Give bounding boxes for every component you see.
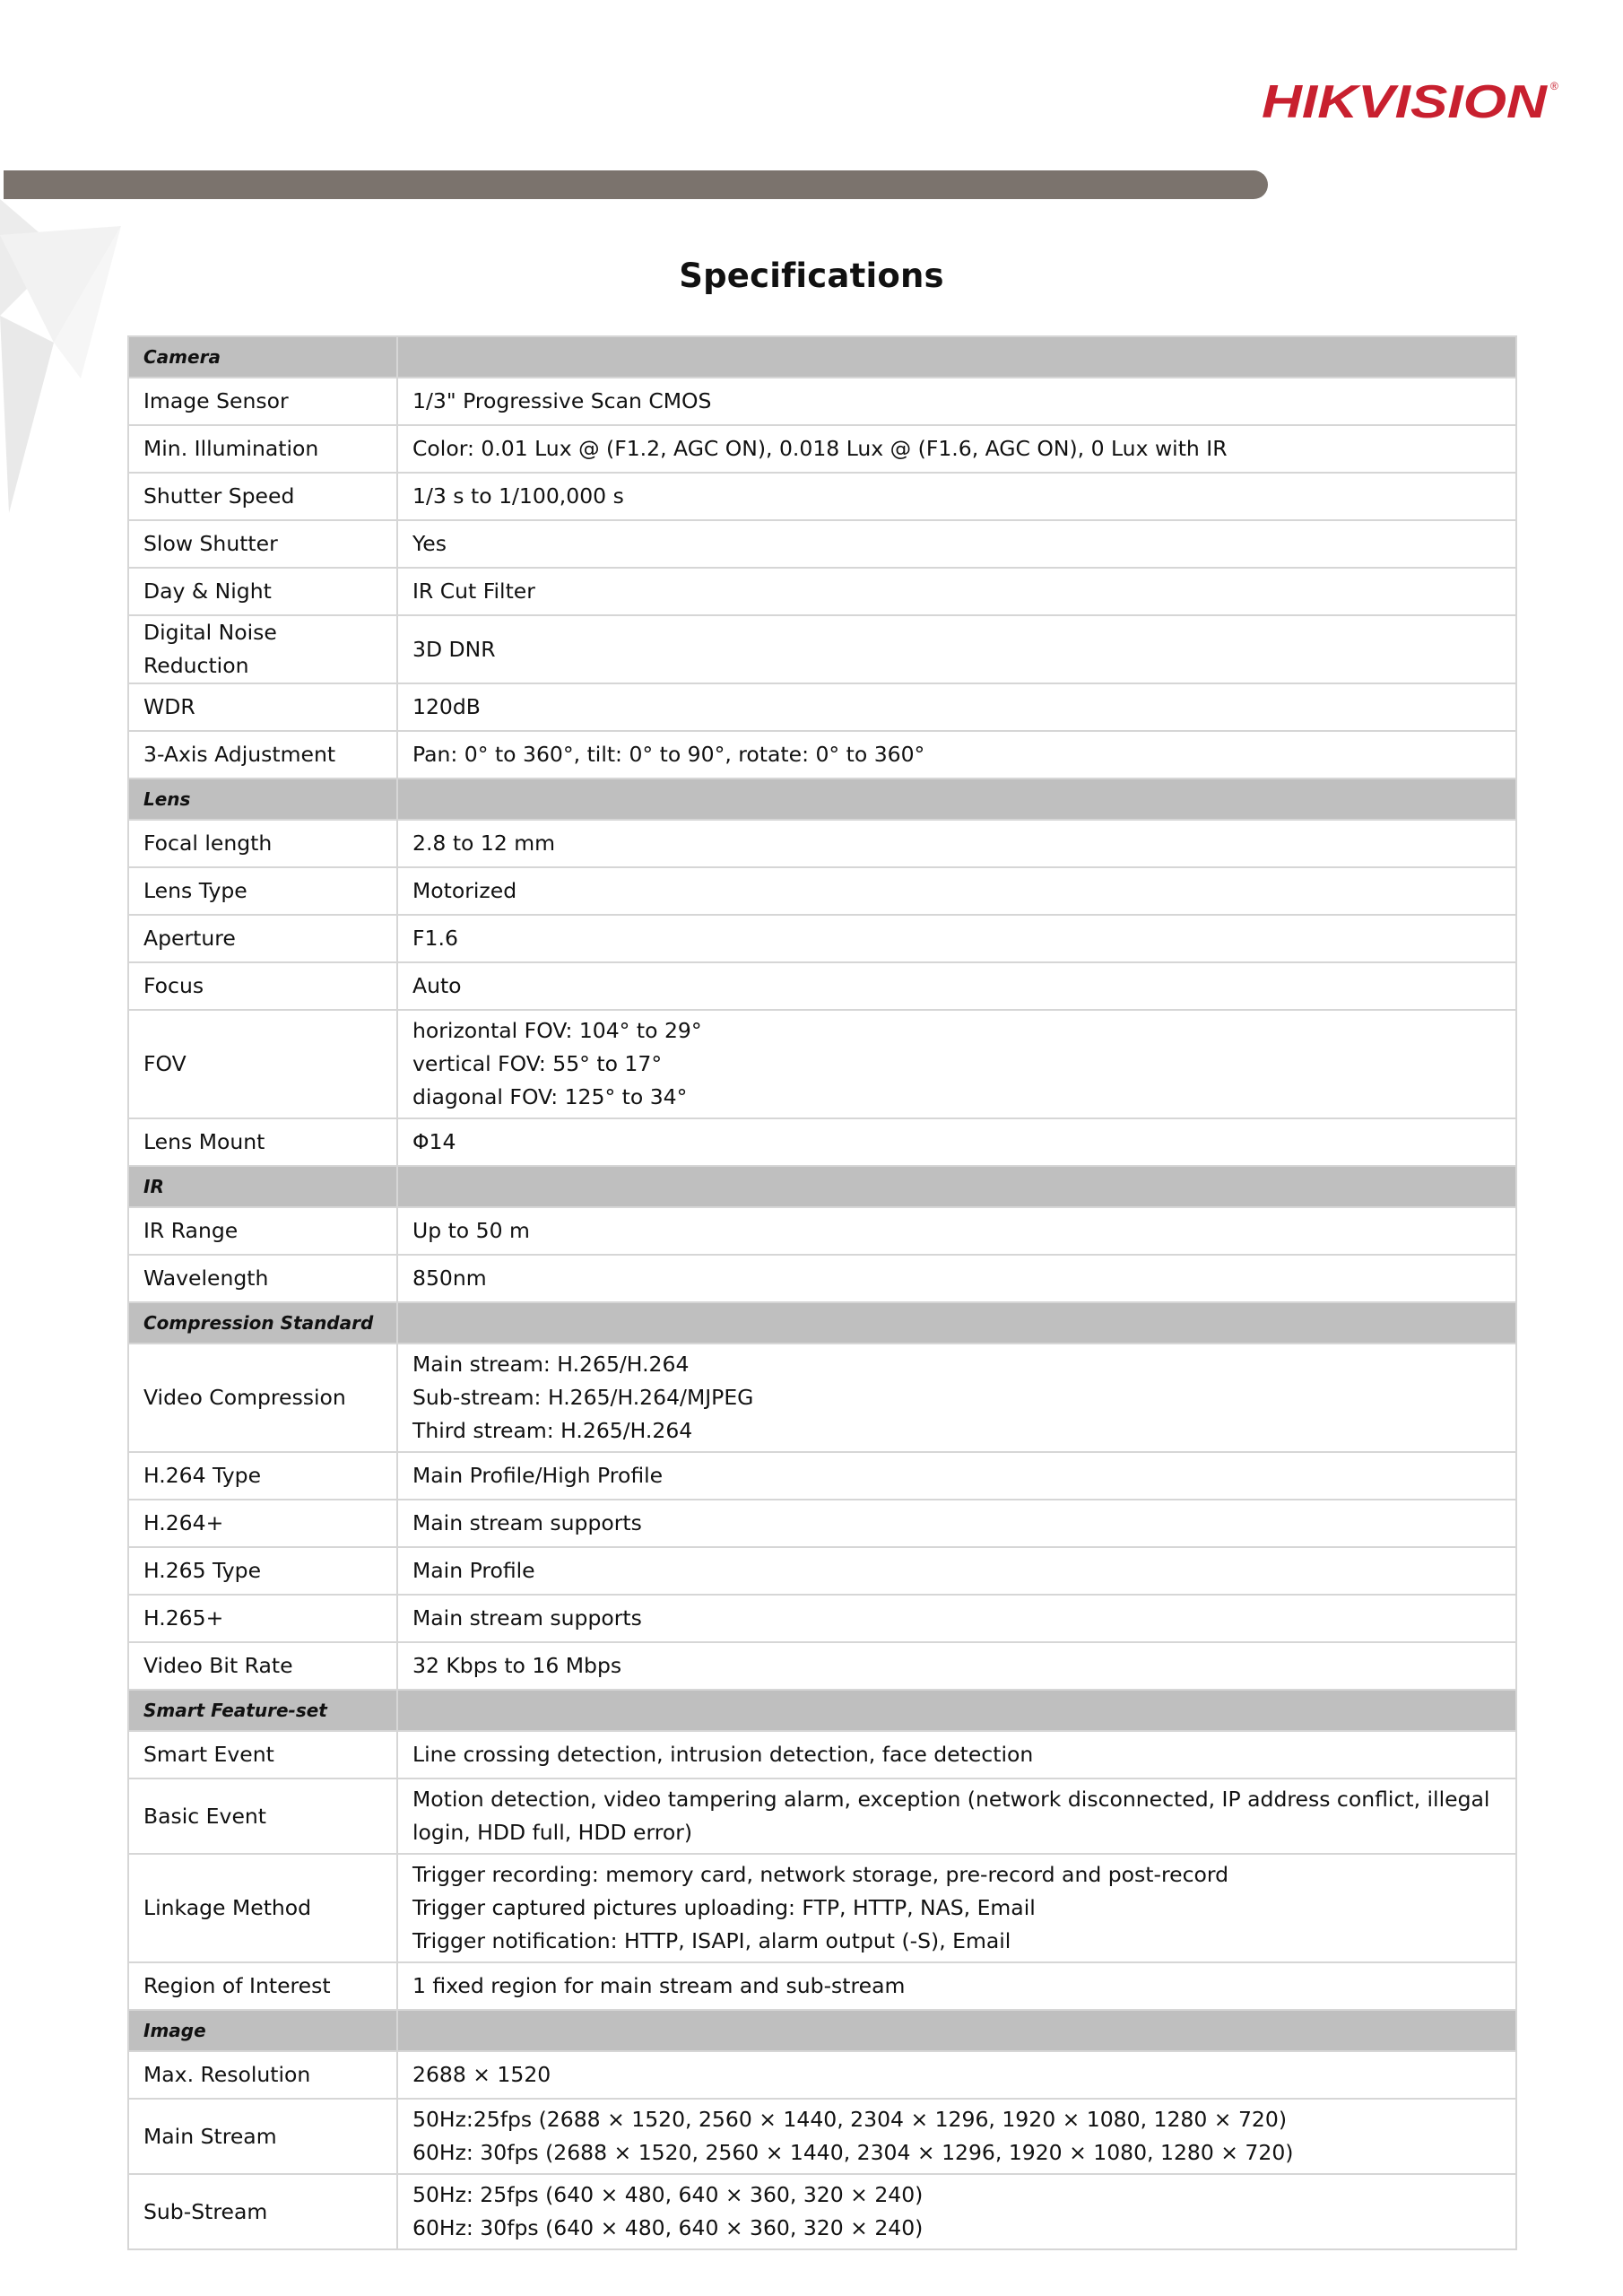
svg-text:HIKVISION: HIKVISION [1262,76,1549,128]
section-header-blank [397,1166,1516,1207]
spec-row [128,520,1516,568]
spec-value [397,683,1516,731]
spec-label: WDR [128,683,397,731]
spec-value-line: 60Hz: 30fps (2688 × 1520, 2560 × 1440, 2304 × 1296, 1920 × 1080, 1280 × 720) [412,2140,1294,2165]
spec-label: H.265 Type [128,1547,397,1595]
spec-value-line: Third stream: H.265/H.264 [412,1418,693,1443]
spec-value [397,1962,1516,2010]
section-header [128,1166,1516,1207]
spec-value-line: 32 Kbps to 16 Mbps [412,1653,622,1678]
spec-value [397,1854,1516,1962]
spec-value-line: Up to 50 m [412,1218,530,1243]
spec-row [128,2174,1516,2249]
spec-value-line: 50Hz:25fps (2688 × 1520, 2560 × 1440, 2304 × 1296, 1920 × 1080, 1280 × 720) [412,2107,1287,2132]
spec-value [397,1547,1516,1595]
spec-value-line: Main Profile/High Profile [412,1463,664,1488]
spec-value [397,1452,1516,1500]
section-title: Camera [128,336,397,378]
spec-label: H.265+ [128,1595,397,1642]
spec-value [397,425,1516,473]
spec-label: Video Bit Rate [128,1642,397,1690]
spec-value [397,1010,1516,1118]
spec-row [128,425,1516,473]
spec-label: Lens Mount [128,1118,397,1166]
spec-value [397,1344,1516,1452]
spec-label: FOV [128,1010,397,1118]
section-title: Compression Standard [128,1302,397,1344]
spec-value-line: F1.6 [412,926,458,951]
spec-row [128,1207,1516,1255]
spec-value-line: 850nm [412,1265,487,1291]
spec-label: Region of Interest [128,1962,397,2010]
spec-value-line: Trigger captured pictures uploading: FTP, HTTP, NAS, Email [412,1895,1036,1920]
spec-value-line: Color: 0.01 Lux @ (F1.2, AGC ON), 0.018 Lux @ (F1.6, AGC ON), 0 Lux with IR [412,436,1228,461]
section-header-blank [397,2010,1516,2051]
spec-value [397,1255,1516,1302]
spec-label: 3-Axis Adjustment [128,731,397,778]
spec-row [128,1547,1516,1595]
spec-row [128,1255,1516,1302]
spec-label: Main Stream [128,2099,397,2174]
spec-value-line: 50Hz: 25fps (640 × 480, 640 × 360, 320 × 240) [412,2182,924,2207]
spec-row [128,820,1516,867]
spec-value-line: 1/3" Progressive Scan CMOS [412,388,712,413]
spec-label: H.264+ [128,1500,397,1547]
spec-value [397,2051,1516,2099]
hikvision-logo [1260,75,1565,129]
spec-label: H.264 Type [128,1452,397,1500]
spec-row [128,1344,1516,1452]
section-header [128,336,1516,378]
spec-value [397,1500,1516,1547]
spec-label: Shutter Speed [128,473,397,520]
spec-row [128,1500,1516,1547]
spec-value-line: Pan: 0° to 360°, tilt: 0° to 90°, rotate: 0° to 360° [412,742,925,767]
spec-label: Aperture [128,915,397,962]
spec-row [128,1595,1516,1642]
spec-value-line: Trigger recording: memory card, network storage, pre-record and post-record [412,1862,1229,1887]
spec-value-line: 60Hz: 30fps (640 × 480, 640 × 360, 320 × 240) [412,2215,924,2240]
spec-value [397,2099,1516,2174]
spec-value-line: 3D DNR [412,636,496,662]
spec-row [128,473,1516,520]
spec-row [128,1731,1516,1779]
spec-label: Focus [128,962,397,1010]
spec-value [397,1118,1516,1166]
spec-row [128,1452,1516,1500]
section-header [128,1302,1516,1344]
section-header-blank [397,1302,1516,1344]
spec-label: Linkage Method [128,1854,397,1962]
spec-value-line: diagonal FOV: 125° to 34° [412,1084,688,1109]
section-title: IR [128,1166,397,1207]
page-title: Specifications [679,257,944,295]
spec-value [397,520,1516,568]
spec-value [397,962,1516,1010]
spec-table [127,335,1517,2250]
spec-label: Video Compression [128,1344,397,1452]
section-title: Lens [128,778,397,820]
spec-value-line: Main Profile [412,1558,535,1583]
spec-value-line: Main stream: H.265/H.264 [412,1352,690,1377]
spec-value [397,867,1516,915]
spec-row [128,867,1516,915]
spec-row [128,378,1516,425]
spec-value-line: Trigger notification: HTTP, ISAPI, alarm output (-S), Email [412,1928,1011,1953]
spec-value-line: 2688 × 1520 [412,2062,551,2087]
header-bar [4,170,1268,199]
spec-label: Wavelength [128,1255,397,1302]
spec-value [397,1595,1516,1642]
spec-value [397,378,1516,425]
spec-label: Digital Noise Reduction [128,615,397,683]
spec-label: Sub-Stream [128,2174,397,2249]
spec-value-line: Main stream supports [412,1510,642,1535]
spec-value-line: vertical FOV: 55° to 17° [412,1051,663,1076]
spec-row [128,683,1516,731]
spec-value-line: Auto [412,973,462,998]
spec-value-line: Motorized [412,878,517,903]
section-header [128,778,1516,820]
spec-label: Image Sensor [128,378,397,425]
spec-row [128,1118,1516,1166]
section-header [128,2010,1516,2051]
section-title: Image [128,2010,397,2051]
spec-value [397,1731,1516,1779]
spec-label: Slow Shutter [128,520,397,568]
spec-label: Smart Event [128,1731,397,1779]
spec-value-line: 120dB [412,694,481,719]
section-header-blank [397,1690,1516,1731]
spec-label: Max. Resolution [128,2051,397,2099]
spec-row [128,1962,1516,2010]
spec-label: Min. Illumination [128,425,397,473]
spec-row [128,615,1516,683]
decorative-shards [0,199,126,522]
spec-value-line: 1 fixed region for main stream and sub-stream [412,1973,906,1998]
section-title: Smart Feature-set [128,1690,397,1731]
spec-label: IR Range [128,1207,397,1255]
spec-row [128,1854,1516,1962]
spec-row [128,962,1516,1010]
spec-value [397,2174,1516,2249]
spec-row [128,731,1516,778]
spec-value-line: Motion detection, video tampering alarm, exception (network disconnected, IP address conflict, illegal [412,1787,1490,1812]
spec-value-line: Φ14 [412,1129,456,1154]
section-header-blank [397,778,1516,820]
spec-row [128,1010,1516,1118]
spec-row [128,568,1516,615]
spec-value-line: login, HDD full, HDD error) [412,1820,693,1845]
spec-row [128,2099,1516,2174]
spec-value [397,1207,1516,1255]
spec-value [397,615,1516,683]
section-header [128,1690,1516,1731]
spec-row [128,915,1516,962]
spec-label: Basic Event [128,1779,397,1854]
spec-value-line: horizontal FOV: 104° to 29° [412,1018,702,1043]
spec-value-line: Line crossing detection, intrusion detection, face detection [412,1742,1034,1767]
spec-value [397,1779,1516,1854]
spec-value [397,820,1516,867]
spec-value [397,568,1516,615]
spec-value-line: Sub-stream: H.265/H.264/MJPEG [412,1385,754,1410]
spec-value-line: 2.8 to 12 mm [412,831,556,856]
svg-text:®: ® [1550,80,1558,92]
spec-value [397,915,1516,962]
spec-value-line: Main stream supports [412,1605,642,1631]
spec-label: Focal length [128,820,397,867]
spec-row [128,1779,1516,1854]
spec-value [397,731,1516,778]
spec-value-line: IR Cut Filter [412,578,535,604]
spec-value [397,473,1516,520]
spec-row [128,1642,1516,1690]
spec-value [397,1642,1516,1690]
spec-label: Lens Type [128,867,397,915]
spec-value-line: 1/3 s to 1/100,000 s [412,483,624,509]
section-header-blank [397,336,1516,378]
spec-row [128,2051,1516,2099]
spec-label: Day & Night [128,568,397,615]
spec-value-line: Yes [412,531,447,556]
